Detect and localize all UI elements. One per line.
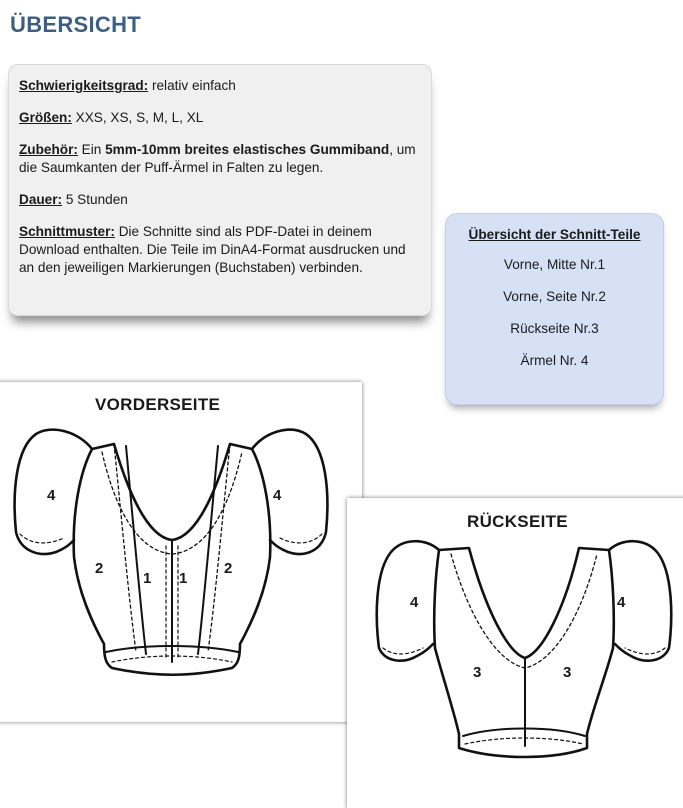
accessories-pre: Ein [77, 142, 106, 157]
front-side-right-label: 2 [224, 560, 233, 577]
accessories-label: Zubehör: [19, 142, 78, 157]
part-item: Vorne, Mitte Nr.1 [503, 257, 606, 272]
sizes-label: Größen: [19, 110, 72, 125]
front-side-left-label: 2 [95, 560, 104, 577]
back-view-panel [347, 498, 683, 808]
pattern-label: Schnittmuster: [19, 224, 115, 239]
pattern-line [19, 223, 421, 277]
pattern-value: Die Schnitte sind als PDF-Datei in deinem Download enthalten. Die Teile im DinA4-Format ausdrucken und an den jeweiligen Markierungen (Buchstaben) verbinden. [19, 224, 406, 275]
front-sleeve-right-label: 4 [273, 487, 282, 504]
back-left-label: 3 [473, 664, 482, 681]
duration-label: Dauer: [19, 192, 63, 207]
front-sleeve-left-label: 4 [47, 487, 56, 504]
parts-title: Übersicht der Schnitt-Teile [468, 227, 641, 242]
accessories-post: , um die Saumkanten der Puff-Ärmel in Falten zu legen. [19, 142, 416, 175]
part-item: Ärmel Nr. 4 [520, 353, 589, 368]
duration-value: 5 Stunden [62, 192, 128, 207]
difficulty-label: Schwierigkeitsgrad: [19, 78, 149, 93]
back-sleeve-right-label: 4 [617, 594, 626, 611]
front-view-title: VORDERSEITE [95, 395, 221, 414]
sizes-line [19, 109, 421, 127]
front-top-illustration [0, 382, 362, 722]
accessories-bold: 5mm-10mm breites elastisches Gummiband [105, 142, 390, 157]
duration-line [19, 191, 421, 209]
sizes-value: XXS, XS, S, M, L, XL [71, 110, 204, 125]
front-view-panel [0, 382, 362, 722]
part-item: Vorne, Seite Nr.2 [503, 289, 606, 304]
front-center-right-label: 1 [179, 570, 188, 587]
part-item: Rückseite Nr.3 [510, 321, 599, 336]
back-view-title: RÜCKSEITE [467, 512, 568, 531]
parts-overview-box [445, 213, 664, 405]
difficulty-value: relativ einfach [148, 78, 236, 93]
back-top-illustration [347, 498, 683, 808]
accessories-line [19, 141, 421, 177]
difficulty-line [19, 77, 421, 95]
back-right-label: 3 [563, 664, 572, 681]
back-sleeve-left-label: 4 [410, 594, 419, 611]
page-title: ÜBERSICHT [10, 12, 142, 37]
front-center-left-label: 1 [143, 570, 152, 587]
info-box [8, 64, 432, 316]
